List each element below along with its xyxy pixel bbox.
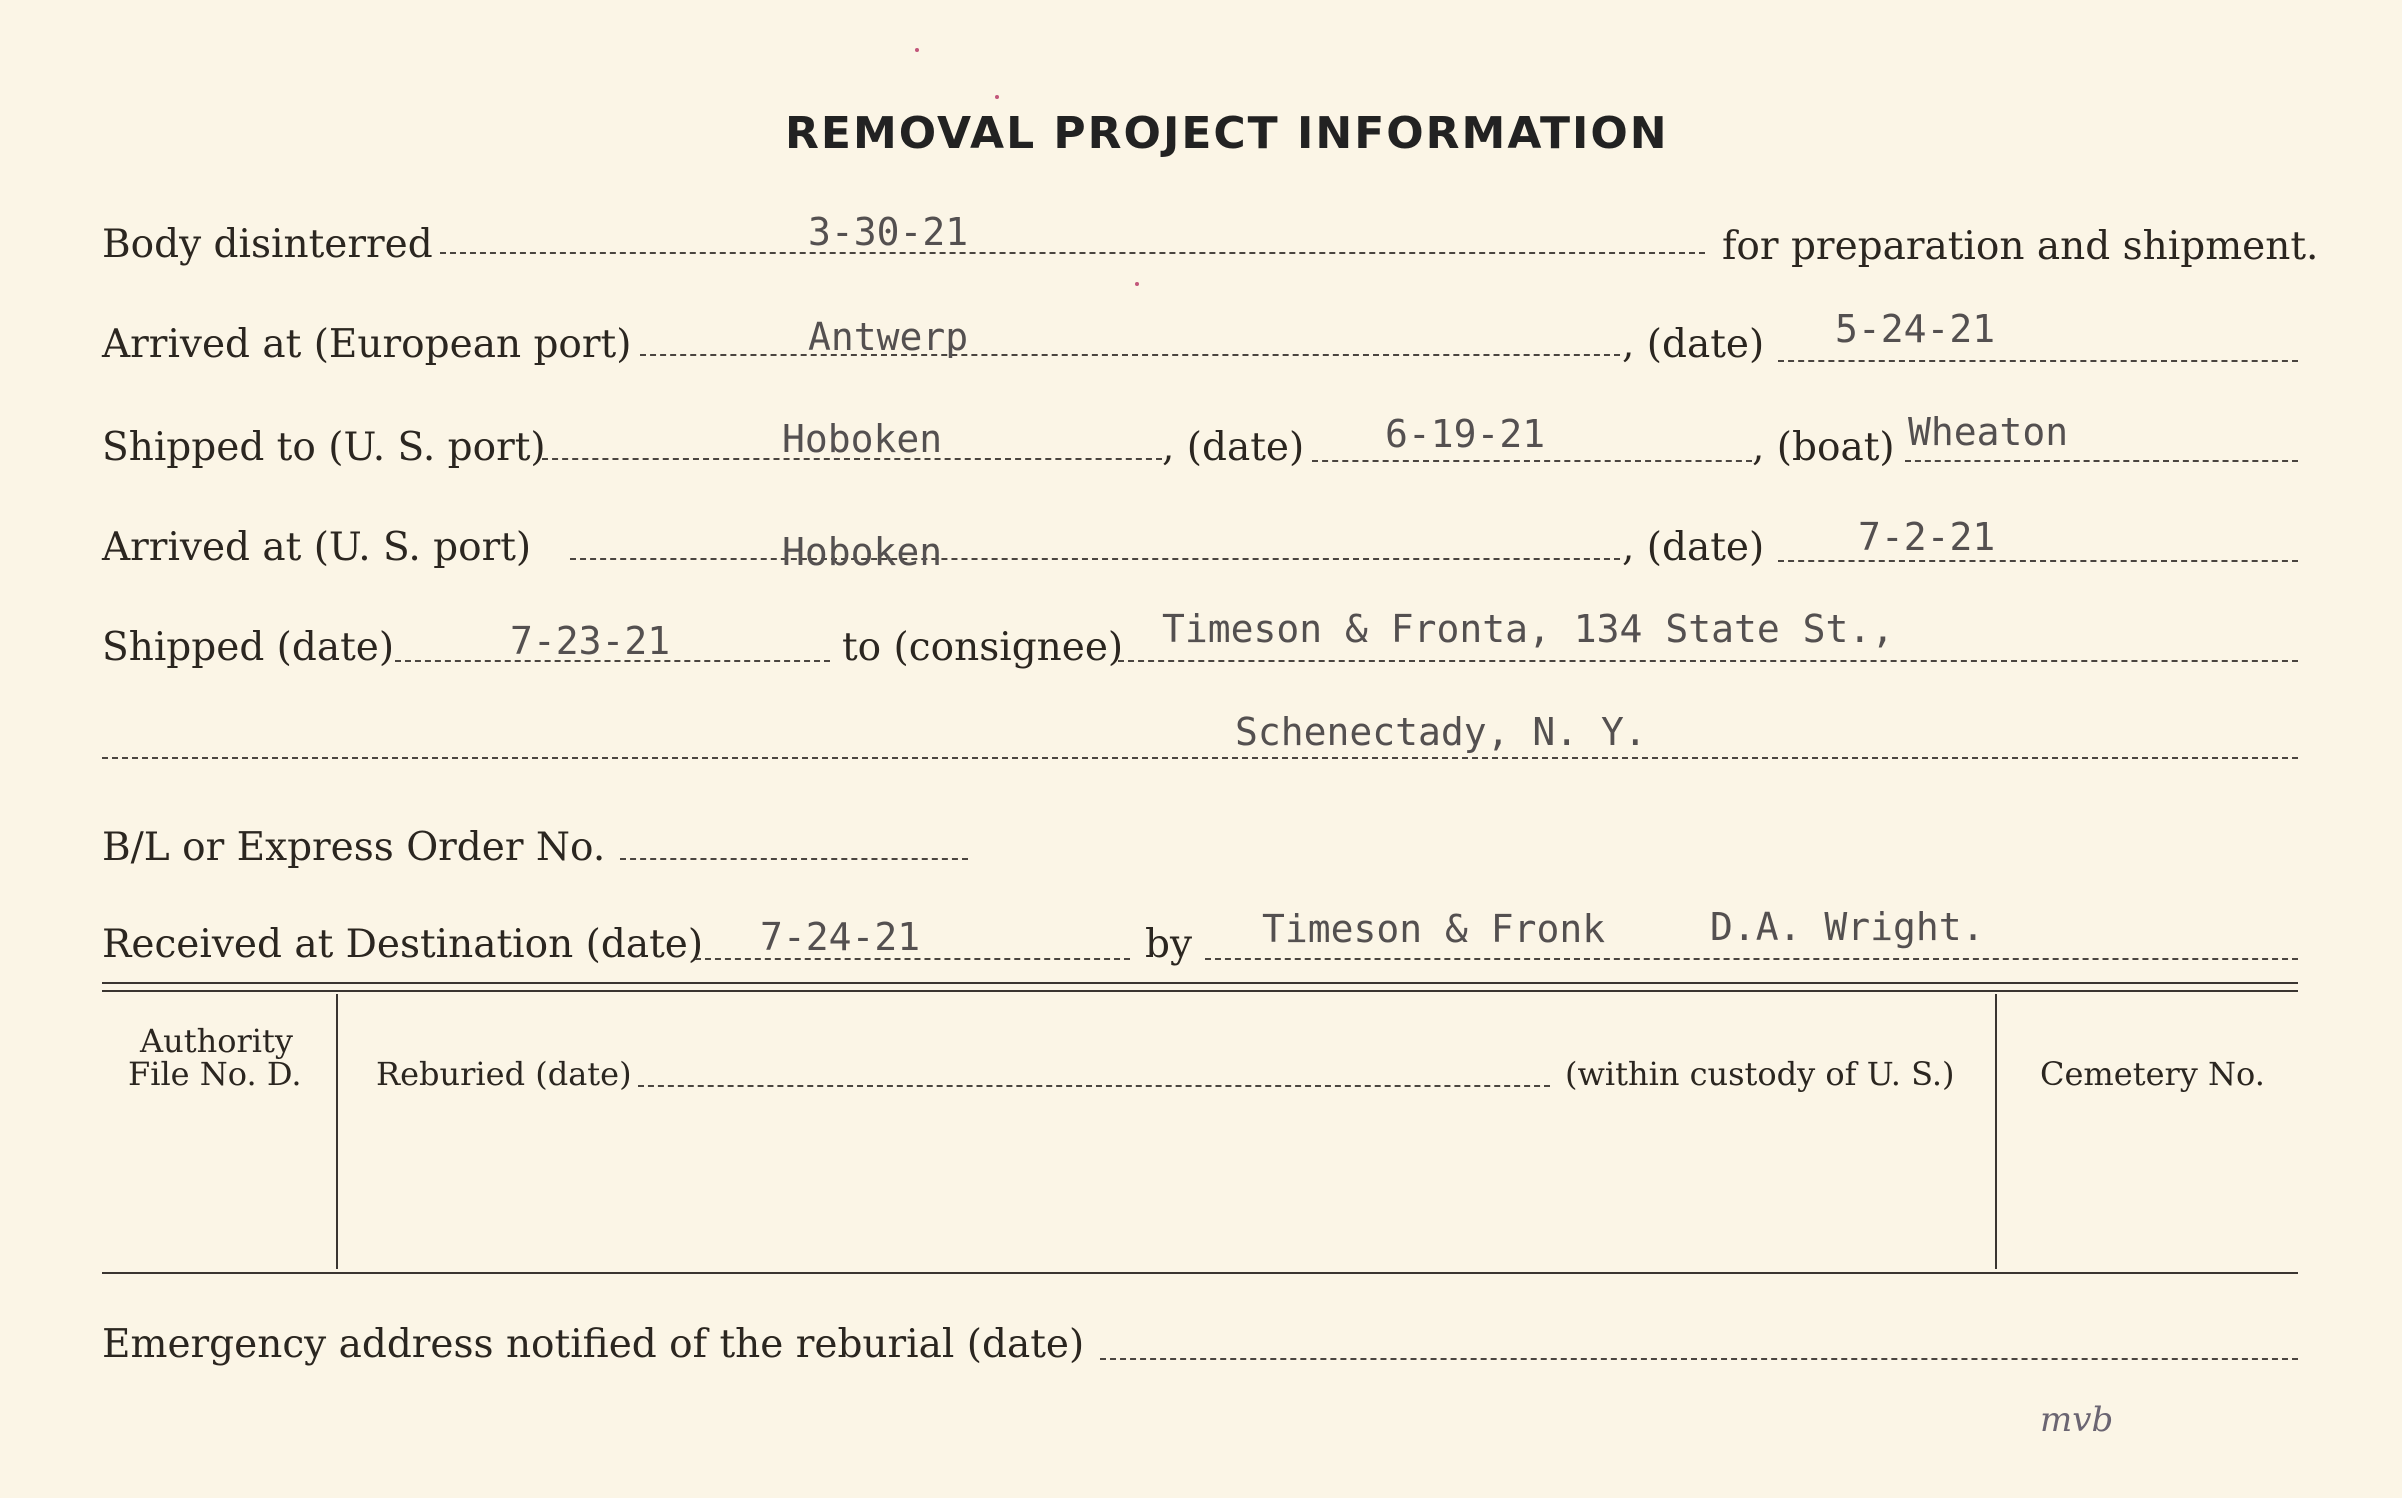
received-by-label: by [1145,922,1192,967]
dotted-line [102,757,2298,759]
cemetery-label: Cemetery No. [2040,1055,2265,1093]
page-title: REMOVAL PROJECT INFORMATION [785,108,1669,159]
ink-speck [1135,282,1139,286]
shipped-us-boat: Wheaton [1908,410,2069,454]
received-by-signer: D.A. Wright. [1710,905,1985,949]
dotted-line [638,1085,1550,1087]
received-label: Received at Destination (date) [102,922,704,967]
emergency-label: Emergency address notified of the reburial (date) [102,1322,1085,1367]
dotted-line [570,558,1620,560]
table-bottom-rule [102,1272,2298,1274]
shipped-us-port: Hoboken [782,417,943,461]
consignee-label: to (consignee) [842,625,1124,670]
arrived-european-port: Antwerp [808,315,969,359]
body-disinterred-label: Body disinterred [102,222,433,267]
authority-label: Authority [140,1022,293,1060]
shipped-us-boat-label: , (boat) [1752,425,1895,470]
dotted-line [1118,660,2298,662]
arrived-us-port: Hoboken [782,530,943,574]
arrived-european-date-label: , (date) [1622,322,1765,367]
shipped-date-label: Shipped (date) [102,625,395,670]
reburied-label: Reburied (date) [376,1055,632,1093]
clerk-initials: mvb [2040,1400,2114,1440]
body-disinterred-value: 3-30-21 [808,210,969,254]
ink-speck [995,95,999,99]
dotted-line [1778,560,2298,562]
received-date: 7-24-21 [760,915,921,959]
dotted-line [640,354,1620,356]
table-divider [336,994,338,1269]
shipped-us-date-label: , (date) [1162,425,1305,470]
dotted-line [620,858,968,860]
arrived-us-label: Arrived at (U. S. port) [102,525,532,570]
file-no-label: File No. D. [128,1055,302,1093]
custody-label: (within custody of U. S.) [1565,1055,1955,1093]
arrived-us-date: 7-2-21 [1858,515,1996,559]
bl-label: B/L or Express Order No. [102,825,606,870]
shipped-us-date: 6-19-21 [1385,412,1546,456]
dotted-line [1312,460,1752,462]
arrived-european-date: 5-24-21 [1835,307,1996,351]
ink-speck [915,48,919,52]
arrived-us-date-label: , (date) [1622,525,1765,570]
body-disinterred-suffix: for preparation and shipment. [1722,224,2319,269]
table-divider [1995,994,1997,1269]
dotted-line [1905,460,2298,462]
dotted-line [1778,360,2298,362]
table-top-rule [102,982,2298,984]
shipped-date-value: 7-23-21 [510,619,671,663]
table-top-rule [102,990,2298,992]
received-by-name: Timeson & Fronk [1262,907,1606,951]
consignee-value: Timeson & Fronta, 134 State St., [1162,607,1895,651]
arrived-european-label: Arrived at (European port) [102,322,632,367]
dotted-line [1100,1358,2298,1360]
dotted-line [1205,958,2298,960]
shipped-us-label: Shipped to (U. S. port) [102,425,546,470]
dotted-line [440,252,1705,254]
consignee-line2: Schenectady, N. Y. [1235,710,1647,754]
